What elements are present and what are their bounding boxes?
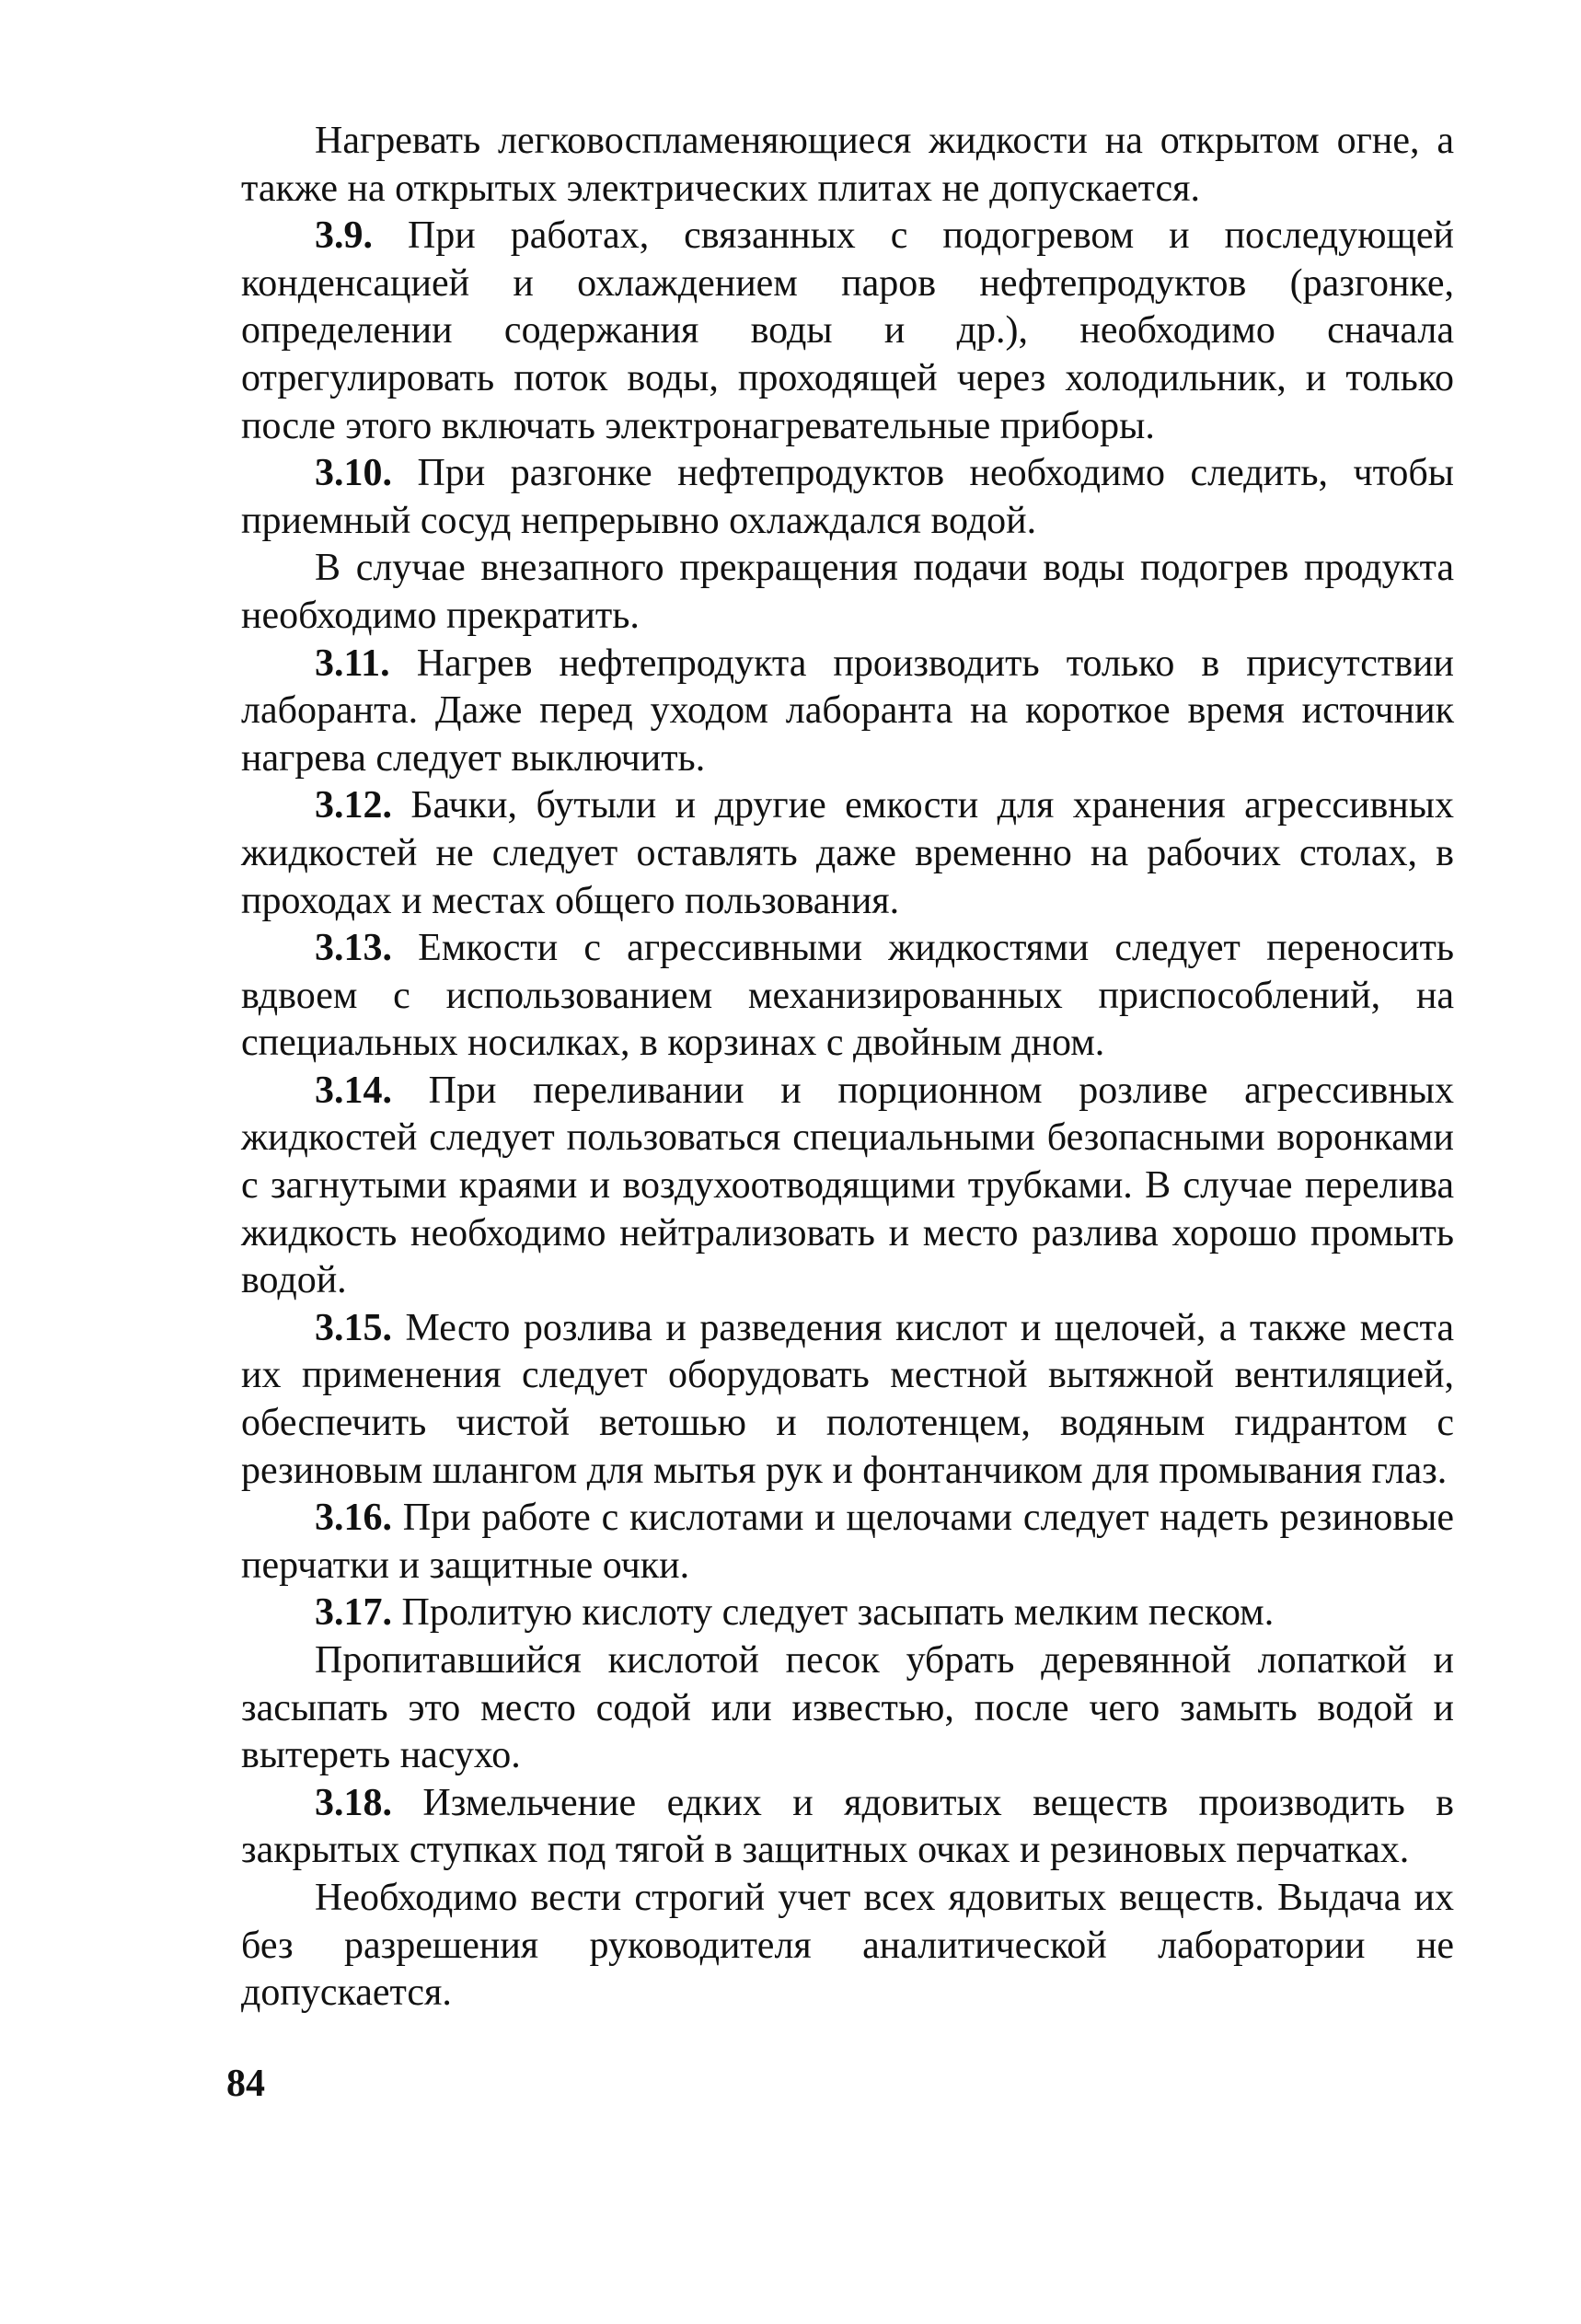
paragraph-3-15 xyxy=(241,1305,1454,1495)
paragraph-3-18-cont xyxy=(241,1875,1454,2018)
paragraph-text: Бачки, бутыли и другие емкости для хранения агрессивных жидкостей не следует оставлять даже временно на рабочих столах, в проходах и местах общего пользования. xyxy=(241,784,1454,922)
paragraph-3-17-cont xyxy=(241,1637,1454,1780)
paragraph-intro xyxy=(241,118,1454,213)
paragraph-3-18 xyxy=(241,1780,1454,1875)
paragraph-number: 3.17. xyxy=(315,1591,392,1635)
paragraph-3-16 xyxy=(241,1495,1454,1590)
paragraph-text: Измельчение едких и ядовитых веществ производить в закрытых ступках под тягой в защитных очках и резиновых перчатках. xyxy=(241,1781,1454,1872)
page-number: 84 xyxy=(226,2063,265,2105)
paragraph-3-12 xyxy=(241,782,1454,925)
paragraph-text: Пропитавшийся кислотой песок убрать деревянной лопаткой и засыпать это место содой или известью, после чего замыть водой и вытереть насухо. xyxy=(241,1639,1454,1777)
paragraph-number: 3.9. xyxy=(315,214,373,258)
paragraph-text: Нагрев нефтепродукта производить только в присутствии лаборанта. Даже перед уходом лаборанта на короткое время источник нагрева следует выключить. xyxy=(241,642,1454,780)
paragraph-3-13 xyxy=(241,925,1454,1068)
paragraph-text: При переливании и порционном розливе агрессивных жидкостей следует пользоваться специальными безопасными воронками с загнутыми краями и воздухоотводящими трубками. В случае перелива жидкость необходимо нейтрализовать и место разлива хорошо промыть водой. xyxy=(241,1069,1454,1302)
paragraph-3-9 xyxy=(241,213,1454,450)
paragraph-text: При работах, связанных с подогревом и последующей конденсацией и охлаждением паров нефтепродуктов (разгонке, определении содержания воды и др.), необходимо сначала отрегулировать поток воды, проходящей через холодильник, и только после этого включать электронагревательные приборы. xyxy=(241,214,1454,447)
paragraph-3-14 xyxy=(241,1068,1454,1305)
paragraph-3-10 xyxy=(241,450,1454,545)
paragraph-number: 3.18. xyxy=(315,1781,392,1824)
paragraph-number: 3.14. xyxy=(315,1069,392,1112)
paragraph-text: В случае внезапного прекращения подачи воды подогрев продукта необходимо прекратить. xyxy=(241,547,1454,637)
paragraph-number: 3.16. xyxy=(315,1497,392,1540)
paragraph-3-10-cont xyxy=(241,545,1454,640)
paragraph-number: 3.12. xyxy=(315,784,392,827)
paragraph-3-17 xyxy=(241,1590,1454,1637)
paragraph-text: Емкости с агрессивными жидкостями следует переносить вдвоем с использованием механизированных приспособлений, на специальных носилках, в корзинах с двойным дном. xyxy=(241,927,1454,1065)
paragraph-number: 3.11. xyxy=(315,642,390,685)
paragraph-number: 3.10. xyxy=(315,452,392,495)
paragraph-3-11 xyxy=(241,641,1454,783)
paragraph-text: Нагревать легковоспламеняющиеся жидкости на открытом огне, а также на открытых электрических плитах не допускается. xyxy=(241,120,1454,210)
paragraph-number: 3.15. xyxy=(315,1306,392,1349)
paragraph-text: Необходимо вести строгий учет всех ядовитых веществ. Выдача их без разрешения руководителя аналитической лаборатории не допускается. xyxy=(241,1876,1454,2015)
paragraph-text: При разгонке нефтепродуктов необходимо следить, чтобы приемный сосуд непрерывно охлаждался водой. xyxy=(241,452,1454,542)
page-body xyxy=(241,118,1454,2018)
paragraph-number: 3.13. xyxy=(315,927,392,970)
paragraph-text: Пролитую кислоту следует засыпать мелким песком. xyxy=(392,1591,1275,1635)
paragraph-text: При работе с кислотами и щелочами следует надеть резиновые перчатки и защитные очки. xyxy=(241,1497,1454,1587)
paragraph-text: Место розлива и разведения кислот и щелочей, а также места их применения следует оборудовать местной вытяжной вентиляцией, обеспечить чистой ветошью и полотенцем, водяным гидрантом с резиновым шлангом для мытья рук и фонтанчиком для промывания глаз. xyxy=(241,1306,1454,1492)
